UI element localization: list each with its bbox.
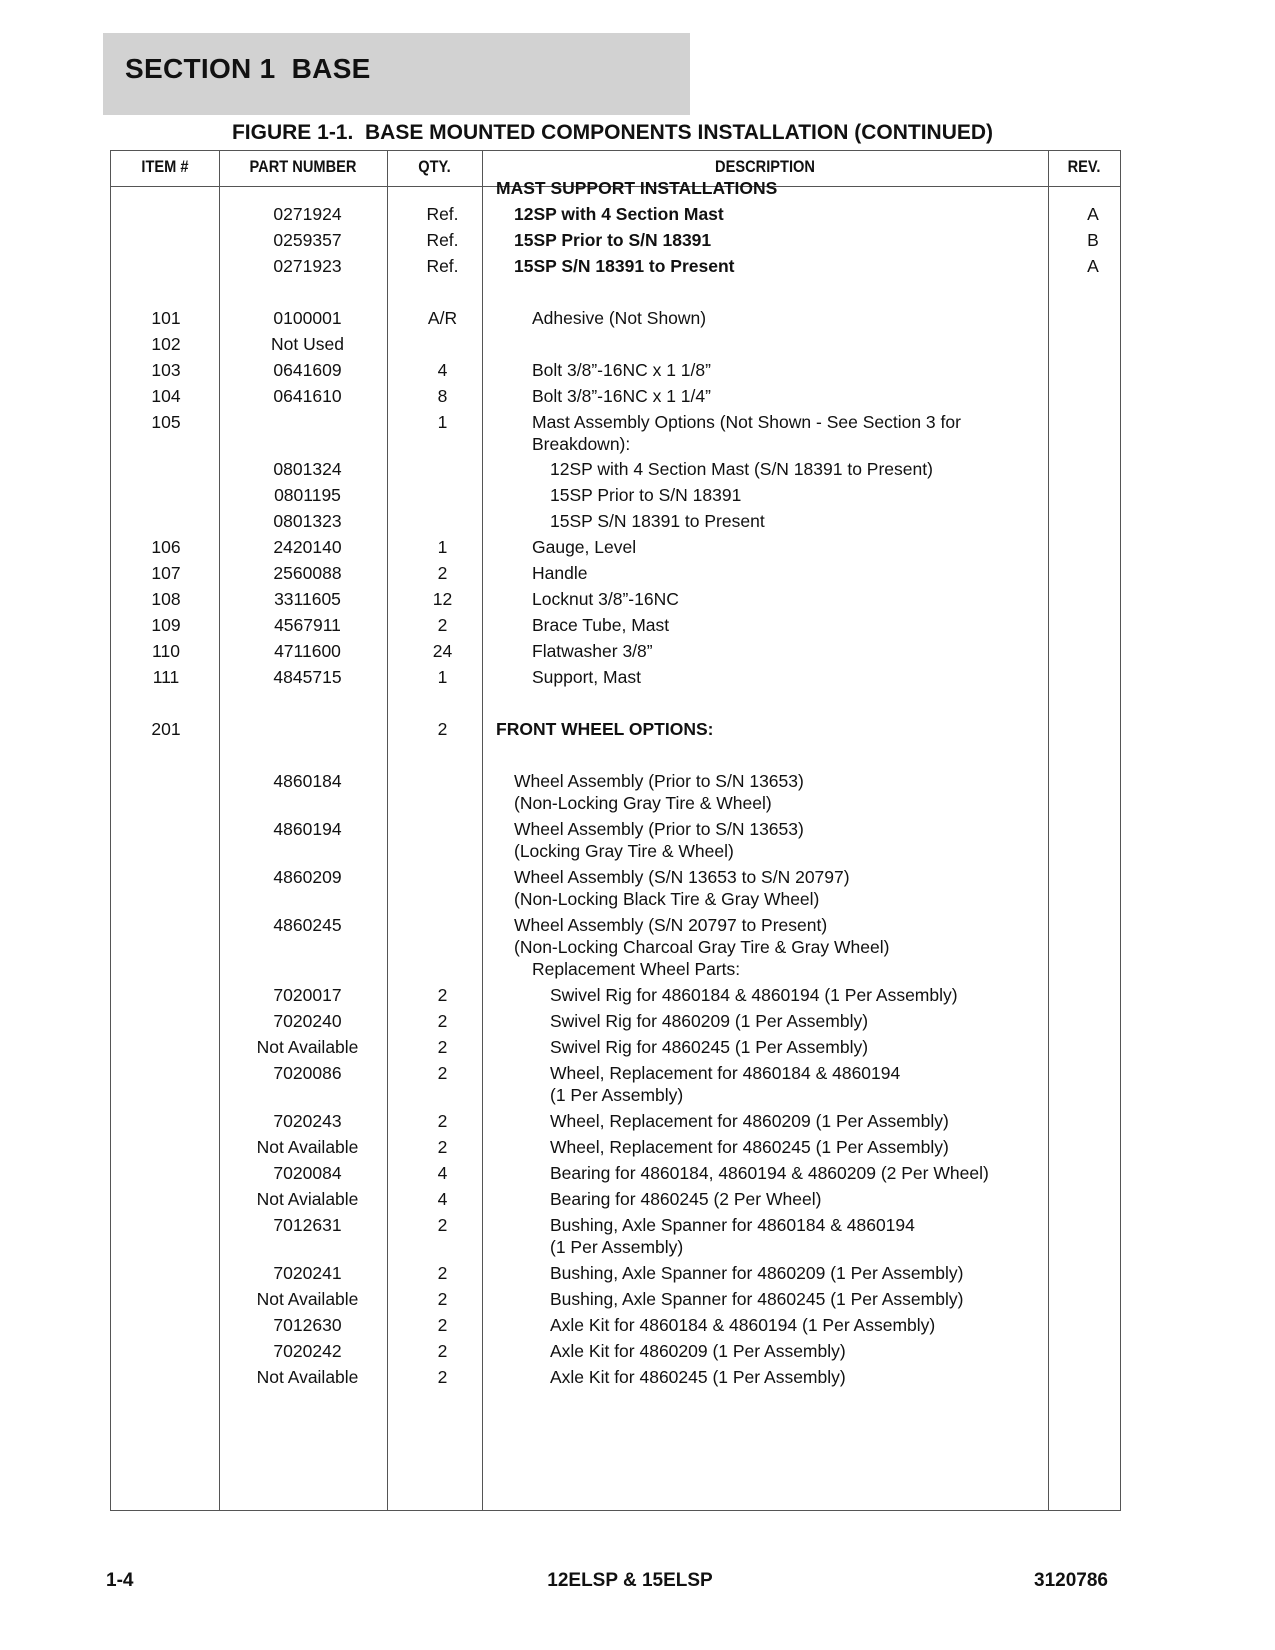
header-item: ITEM # xyxy=(141,157,189,176)
quantity: 2 xyxy=(437,563,448,583)
item-number: 105 xyxy=(151,412,181,432)
revision: A xyxy=(1087,256,1099,276)
description: Flatwasher 3/8” xyxy=(532,641,653,661)
part-number: Not Available xyxy=(256,1137,359,1157)
description: (Non-Locking Gray Tire & Wheel) xyxy=(514,793,772,813)
description: (1 Per Assembly) xyxy=(550,1085,684,1105)
item-number: 101 xyxy=(151,308,181,328)
part-number: 4860209 xyxy=(273,867,342,887)
quantity: Ref. xyxy=(426,230,459,250)
model-name: 12ELSP & 15ELSP xyxy=(547,1570,713,1591)
description: Bearing for 4860245 (2 Per Wheel) xyxy=(550,1189,822,1209)
part-number: 2420140 xyxy=(273,537,342,557)
part-number: 0801323 xyxy=(273,511,342,531)
description: Swivel Rig for 4860209 (1 Per Assembly) xyxy=(550,1011,869,1031)
description: Wheel Assembly (Prior to S/N 13653) xyxy=(514,771,804,791)
item-number: 104 xyxy=(151,386,181,406)
section-title: SECTION 1 BASE xyxy=(125,53,371,84)
quantity: 1 xyxy=(437,537,448,557)
header-rev: REV. xyxy=(1067,157,1101,176)
parts-table xyxy=(110,150,1121,1511)
quantity: 12 xyxy=(432,589,453,609)
part-number: 4567911 xyxy=(274,615,341,635)
quantity: 2 xyxy=(437,1011,448,1031)
description: Bushing, Axle Spanner for 4860184 & 4860194 xyxy=(550,1215,915,1235)
header-qty: QTY. xyxy=(418,157,451,176)
description: Handle xyxy=(532,563,588,583)
quantity: 2 xyxy=(437,1215,448,1235)
part-number: 7020242 xyxy=(273,1341,342,1361)
item-number: 107 xyxy=(151,563,181,583)
description: (1 Per Assembly) xyxy=(550,1237,684,1257)
part-number: 0100001 xyxy=(273,308,342,328)
quantity: 4 xyxy=(437,360,448,380)
quantity: 24 xyxy=(432,641,453,661)
description: Wheel, Replacement for 4860209 (1 Per Assembly) xyxy=(550,1111,949,1131)
quantity: 4 xyxy=(437,1163,448,1183)
description: MAST SUPPORT INSTALLATIONS xyxy=(496,178,778,198)
document-number: 3120786 xyxy=(1034,1570,1108,1591)
description: 15SP Prior to S/N 18391 xyxy=(514,230,712,250)
description: Wheel, Replacement for 4860184 & 4860194 xyxy=(550,1063,901,1083)
part-number: 7012630 xyxy=(273,1315,342,1335)
part-number: Not Available xyxy=(256,1289,359,1309)
description: (Non-Locking Black Tire & Gray Wheel) xyxy=(514,889,820,909)
item-number: 111 xyxy=(152,667,180,687)
part-number: Not Available xyxy=(256,1367,359,1387)
item-number: 201 xyxy=(151,719,181,739)
quantity: 2 xyxy=(437,719,448,739)
description: Replacement Wheel Parts: xyxy=(532,959,741,979)
header-part-number: PART NUMBER xyxy=(249,157,357,176)
description: Bushing, Axle Spanner for 4860209 (1 Per Assembly) xyxy=(550,1263,964,1283)
description: Axle Kit for 4860184 & 4860194 (1 Per Assembly) xyxy=(550,1315,936,1335)
description: Axle Kit for 4860245 (1 Per Assembly) xyxy=(550,1367,846,1387)
description: Wheel Assembly (S/N 20797 to Present) xyxy=(514,915,828,935)
quantity: 4 xyxy=(437,1189,448,1209)
description: Swivel Rig for 4860245 (1 Per Assembly) xyxy=(550,1037,869,1057)
part-number: 7020017 xyxy=(273,985,342,1005)
part-number: 0801324 xyxy=(273,459,342,479)
quantity: 2 xyxy=(437,1063,448,1083)
quantity: 2 xyxy=(437,1263,448,1283)
part-number: 7020241 xyxy=(273,1263,342,1283)
description: Locknut 3/8”-16NC xyxy=(532,589,679,609)
item-number: 106 xyxy=(151,537,181,557)
part-number: 4860184 xyxy=(273,771,342,791)
part-number: 4860245 xyxy=(273,915,342,935)
part-number: 7020086 xyxy=(273,1063,342,1083)
part-number: 4860194 xyxy=(273,819,342,839)
quantity: Ref. xyxy=(426,204,459,224)
figure-title: FIGURE 1-1. BASE MOUNTED COMPONENTS INSTALLATION (CONTINUED) xyxy=(231,121,994,144)
revision: B xyxy=(1087,230,1099,250)
description: Breakdown): xyxy=(532,434,631,454)
quantity: 2 xyxy=(437,1341,448,1361)
quantity: Ref. xyxy=(426,256,459,276)
header-description: DESCRIPTION xyxy=(715,157,815,176)
part-number: 3311605 xyxy=(274,589,341,609)
description: Wheel Assembly (S/N 13653 to S/N 20797) xyxy=(514,867,850,887)
description: Adhesive (Not Shown) xyxy=(532,308,707,328)
description: (Locking Gray Tire & Wheel) xyxy=(514,841,734,861)
description: Wheel Assembly (Prior to S/N 13653) xyxy=(514,819,804,839)
item-number: 110 xyxy=(152,641,180,661)
part-number: 0271923 xyxy=(273,256,342,276)
page-number: 1-4 xyxy=(106,1570,134,1591)
quantity: 2 xyxy=(437,1315,448,1335)
quantity: 1 xyxy=(437,667,448,687)
item-number: 103 xyxy=(151,360,181,380)
quantity: 2 xyxy=(437,1367,448,1387)
quantity: 2 xyxy=(437,1289,448,1309)
part-number: 0271924 xyxy=(273,204,342,224)
part-number: 4711600 xyxy=(274,641,341,661)
description: Swivel Rig for 4860184 & 4860194 (1 Per Assembly) xyxy=(550,985,958,1005)
description: Gauge, Level xyxy=(532,537,637,557)
part-number: 0259357 xyxy=(273,230,342,250)
part-number: 0641609 xyxy=(273,360,342,380)
quantity: 2 xyxy=(437,1037,448,1057)
description: Support, Mast xyxy=(532,667,641,687)
quantity: 2 xyxy=(437,1111,448,1131)
part-number: Not Used xyxy=(271,334,344,354)
part-number: Not Available xyxy=(256,1037,359,1057)
description: Bolt 3/8”-16NC x 1 1/4” xyxy=(532,386,711,406)
description: Bushing, Axle Spanner for 4860245 (1 Per Assembly) xyxy=(550,1289,964,1309)
item-number: 102 xyxy=(151,334,181,354)
description: 15SP S/N 18391 to Present xyxy=(550,511,765,531)
item-number: 109 xyxy=(151,615,181,635)
quantity: A/R xyxy=(427,308,458,328)
description: 15SP Prior to S/N 18391 xyxy=(550,485,742,505)
description: Axle Kit for 4860209 (1 Per Assembly) xyxy=(550,1341,846,1361)
description: 15SP S/N 18391 to Present xyxy=(514,256,735,276)
description: 12SP with 4 Section Mast (S/N 18391 to Present) xyxy=(550,459,933,479)
quantity: 2 xyxy=(437,985,448,1005)
quantity: 2 xyxy=(437,1137,448,1157)
part-number: 7020243 xyxy=(273,1111,342,1131)
description: 12SP with 4 Section Mast xyxy=(514,204,724,224)
quantity: 1 xyxy=(437,412,448,432)
part-number: 4845715 xyxy=(273,667,342,687)
description: Mast Assembly Options (Not Shown - See Section 3 for xyxy=(532,412,961,432)
part-number: 7012631 xyxy=(273,1215,342,1235)
part-number: 7020240 xyxy=(273,1011,342,1031)
description: Bearing for 4860184, 4860194 & 4860209 (2 Per Wheel) xyxy=(550,1163,989,1183)
description: Bolt 3/8”-16NC x 1 1/8” xyxy=(532,360,711,380)
part-number: 2560088 xyxy=(273,563,342,583)
description: FRONT WHEEL OPTIONS: xyxy=(496,719,714,739)
description: (Non-Locking Charcoal Gray Tire & Gray Wheel) xyxy=(514,937,890,957)
revision: A xyxy=(1087,204,1099,224)
part-number: 0801195 xyxy=(274,485,341,505)
description: Brace Tube, Mast xyxy=(532,615,670,635)
part-number: 7020084 xyxy=(273,1163,342,1183)
part-number: 0641610 xyxy=(273,386,342,406)
quantity: 8 xyxy=(437,386,448,406)
part-number: Not Avialable xyxy=(256,1189,359,1209)
item-number: 108 xyxy=(151,589,181,609)
quantity: 2 xyxy=(437,615,448,635)
description: Wheel, Replacement for 4860245 (1 Per Assembly) xyxy=(550,1137,949,1157)
